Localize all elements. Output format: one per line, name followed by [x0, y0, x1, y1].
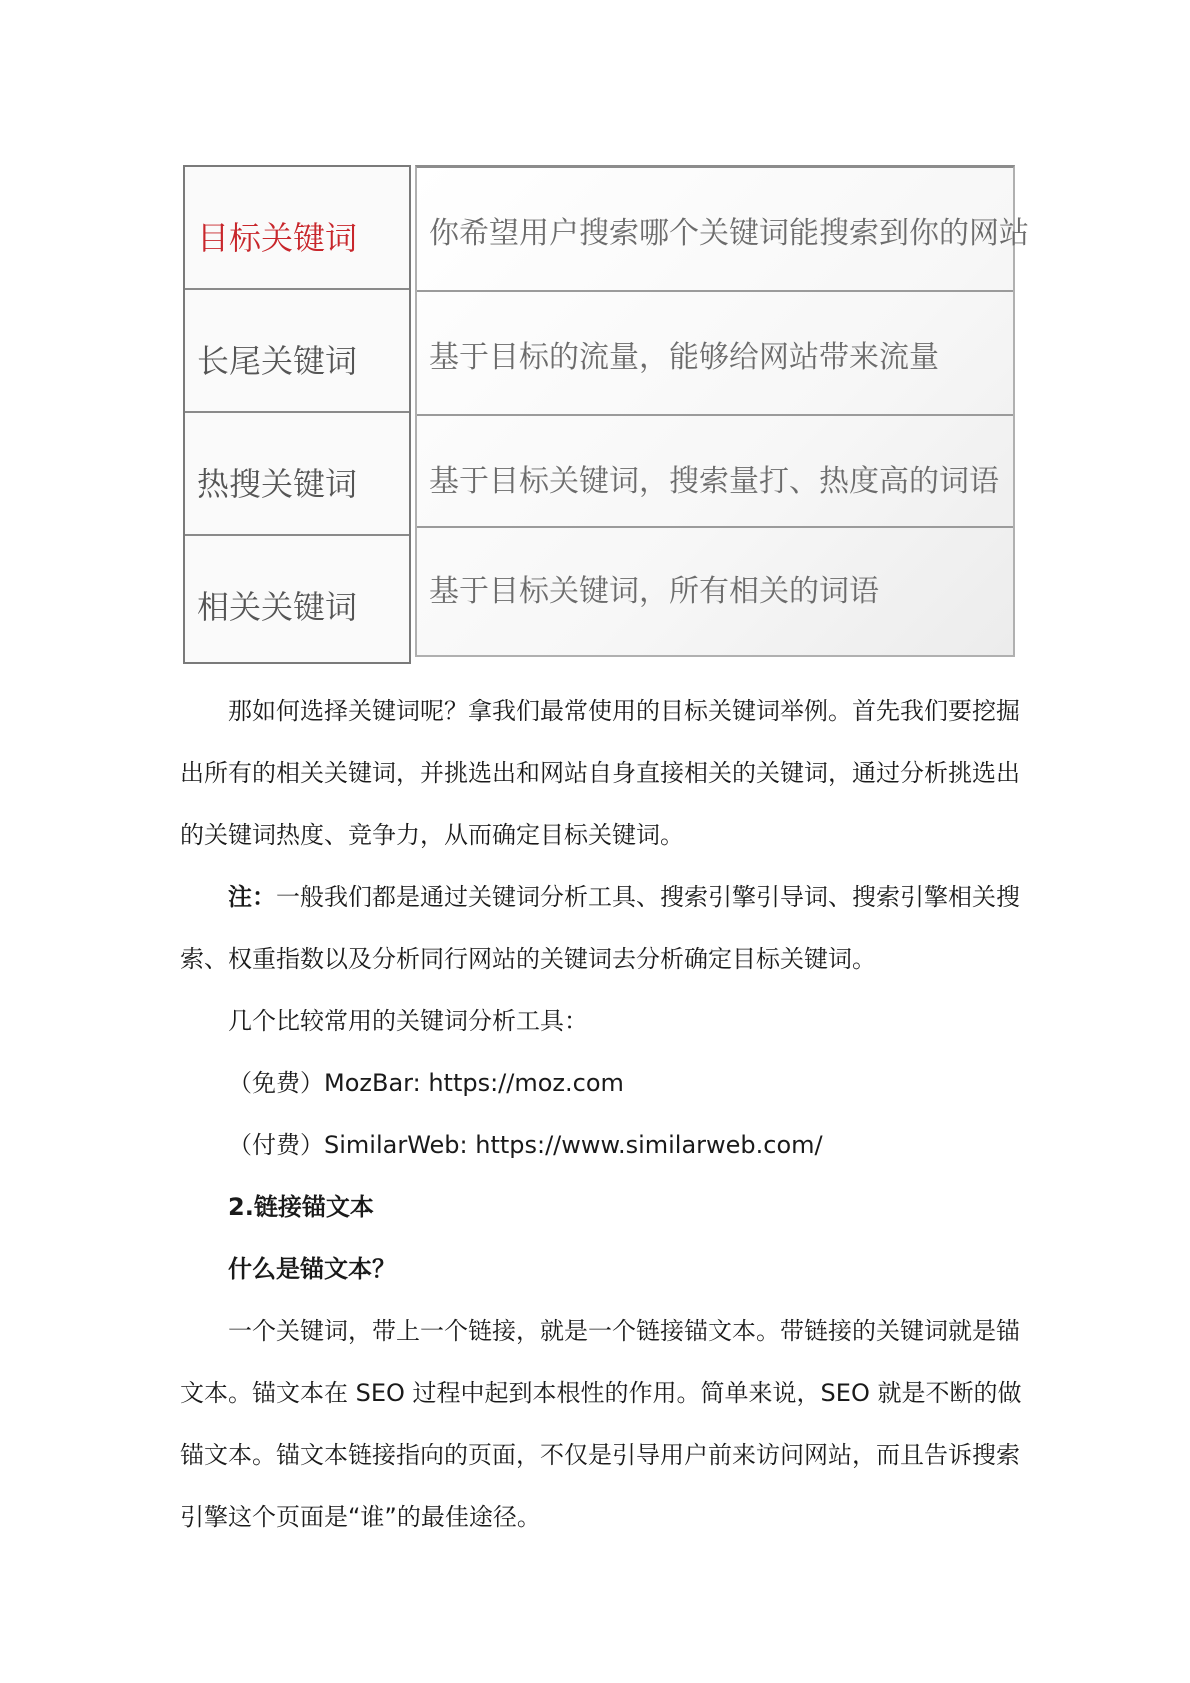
table-row-desc: 基于目标关键词，搜索量打、热度高的词语 [417, 416, 1013, 528]
table-row-term: 目标关键词 [185, 167, 409, 290]
keyword-type-column [183, 165, 411, 664]
tool-item: （付费）SimilarWeb: https://www.similarweb.com/ [228, 1131, 823, 1159]
table-row-desc: 基于目标关键词，所有相关的词语 [429, 574, 879, 609]
note-line [180, 866, 1020, 928]
note-line: 索、权重指数以及分析同行网站的关键词去分析确定目标关键词。 [180, 945, 876, 973]
paragraph-line: 引擎这个页面是“谁”的最佳途径。 [180, 1503, 541, 1531]
paragraph-line: 出所有的相关关键词，并挑选出和网站自身直接相关的关键词，通过分析挑选出 [180, 759, 1020, 787]
table-row-term: 长尾关键词 [185, 290, 409, 413]
table-row-desc: 基于目标的流量，能够给网站带来流量 [417, 292, 1013, 416]
paragraph-line: 文本。锚文本在 SEO 过程中起到本根性的作用。简单来说，SEO 就是不断的做 [180, 1379, 1022, 1407]
keyword-description-column [415, 165, 1029, 657]
keyword-table-image [183, 155, 1029, 660]
paragraph-line: 一个关键词，带上一个链接，就是一个链接锚文本。带链接的关键词就是锚 [228, 1317, 1020, 1345]
note-text: 一般我们都是通过关键词分析工具、搜索引擎引导词、搜索引擎相关搜 [276, 883, 1020, 911]
table-row-term: 热搜关键词 [185, 413, 409, 536]
paragraph-line: 的关键词热度、竞争力，从而确定目标关键词。 [180, 821, 684, 849]
table-row-term: 相关关键词 [197, 588, 358, 626]
table-row-desc: 你希望用户搜索哪个关键词能搜索到你的网站 [417, 168, 1013, 292]
question-heading: 什么是锚文本？ [228, 1255, 396, 1283]
tools-intro: 几个比较常用的关键词分析工具： [228, 1007, 588, 1035]
tool-item: （免费）MozBar: https://moz.com [228, 1069, 624, 1097]
paragraph-line: 锚文本。锚文本链接指向的页面，不仅是引导用户前来访问网站，而且告诉搜索 [180, 1441, 1020, 1469]
note-label: 注： [228, 883, 276, 911]
paragraph-line: 那如何选择关键词呢？拿我们最常使用的目标关键词举例。首先我们要挖掘 [228, 697, 1020, 725]
section-title: 2.链接锚文本 [228, 1193, 374, 1221]
